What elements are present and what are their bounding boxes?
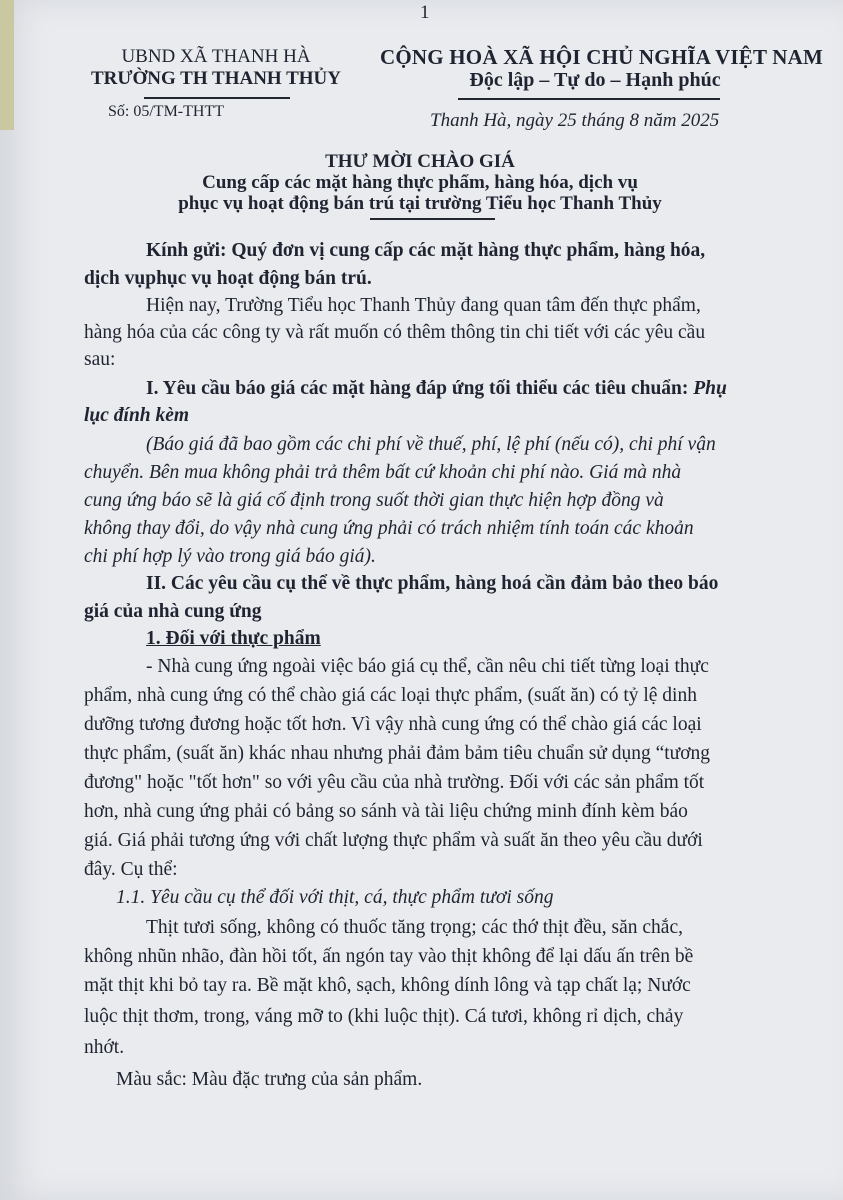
section-heading-text: I. Yêu cầu báo giá các mặt hàng đáp ứng tối thiểu các tiêu chuẩn: [146,378,694,399]
note-line: cung ứng báo sẽ là giá cố định trong suốt thời gian thực hiện hợp đồng và [84,490,664,511]
place-date: Thanh Hà, ngày 25 tháng 8 năm 2025 [430,110,720,131]
paragraph-line: - Nhà cung ứng ngoài việc báo giá cụ thể, cần nêu chi tiết từng loại thực [146,656,709,677]
section-heading-2-cont: giá của nhà cung ứng [84,601,262,622]
paragraph-line: dưỡng tương đương hoặc tốt hơn. Vì vậy nhà cung ứng có thể chào giá các loại [84,714,702,735]
paragraph-line: không nhũn nhão, đàn hồi tốt, ấn ngón tay vào thịt không để lại dấu ấn trên bề [84,946,694,967]
note-line: chi phí hợp lý vào trong giá báo giá). [84,546,376,567]
note-line: (Báo giá đã bao gồm các chi phí về thuế, phí, lệ phí (nếu có), chi phí vận [146,434,716,455]
note-line: chuyển. Bên mua không phải trả thêm bất cứ khoản chi phí nào. Giá mà nhà [84,462,682,483]
greeting-line: dịch vụphục vụ hoạt động bán trú. [84,268,372,289]
document-subtitle-2: phục vụ hoạt động bán trú tại trường Tiểu học Thanh Thủy [178,193,662,214]
subsection-heading: 1. Đối với thực phẩm [146,628,321,649]
paragraph-line: luộc thịt thơm, trong, váng mỡ to (khi luộc thịt). Cá tươi, không rỉ dịch, chảy [84,1006,684,1027]
paragraph-line: phẩm, nhà cung ứng có thể chào giá các loại thực phẩm, (suất ăn) có tỷ lệ dinh [84,685,697,706]
paragraph-line: Thịt tươi sống, không có thuốc tăng trọng; các thớ thịt đều, săn chắc, [146,917,683,938]
paper-edge [0,0,14,130]
national-title: CỘNG HOÀ XÃ HỘI CHỦ NGHĨA VIỆT NAM [380,45,823,69]
header-left-rule [144,97,290,99]
paragraph-line: hơn, nhà cung ứng phải có bảng so sánh và tài liệu chứng minh đính kèm báo [84,801,688,822]
paragraph-line: thực phẩm, (suất ăn) khác nhau nhưng phải đảm bảm tiêu chuẩn sử dụng “tương [84,743,711,764]
subsection-heading: 1.1. Yêu cầu cụ thể đối với thịt, cá, thực phẩm tươi sống [116,887,554,908]
paragraph-line: hàng hóa của các công ty và rất muốn có thêm thông tin chi tiết với các yêu cầu [84,322,706,343]
authority-name: UBND XÃ THANH HÀ [121,46,311,67]
section-heading-1-cont: lục đính kèm [84,405,190,426]
paragraph-line: giá. Giá phải tương ứng với chất lượng thực phẩm và suất ăn theo yêu cầu dưới [84,830,703,851]
national-motto: Độc lập – Tự do – Hạnh phúc [469,69,721,91]
document-title: THƯ MỜI CHÀO GIÁ [325,151,515,172]
section-heading-2: II. Các yêu cầu cụ thể về thực phẩm, hàng hoá cần đảm bảo theo báo [146,573,719,594]
paragraph-line: đương" hoặc "tốt hơn" so với yêu cầu của nhà trường. Đối với các sản phẩm tốt [84,772,705,793]
paragraph-line: đây. Cụ thể: [84,859,178,880]
paragraph-line: Hiện nay, Trường Tiểu học Thanh Thủy đang quan tâm đến thực phẩm, [146,295,701,316]
greeting-line: Kính gửi: Quý đơn vị cung cấp các mặt hàng thực phẩm, hàng hóa, [146,240,706,261]
paragraph-line: Màu sắc: Màu đặc trưng của sản phẩm. [116,1069,423,1090]
school-name: TRƯỜNG TH THANH THỦY [90,68,342,89]
header-right-rule [458,98,720,100]
title-rule [370,218,495,220]
paragraph-line: mặt thịt khi bỏ tay ra. Bề mặt khô, sạch, không dính lông và tạp chất lạ; Nước [84,975,691,996]
section-heading-1 [146,378,843,400]
page-number: 1 [420,2,430,23]
document-subtitle-1: Cung cấp các mặt hàng thực phẩm, hàng hóa, dịch vụ [202,172,638,193]
section-heading-italic: Phụ [693,378,727,399]
paragraph-line: sau: [84,349,116,370]
document-number: Số: 05/TM-THTT [108,103,224,120]
paragraph-line: nhớt. [84,1037,125,1058]
note-line: không thay đổi, do vậy nhà cung ứng phải có trách nhiệm tính toán các khoản [84,518,694,539]
